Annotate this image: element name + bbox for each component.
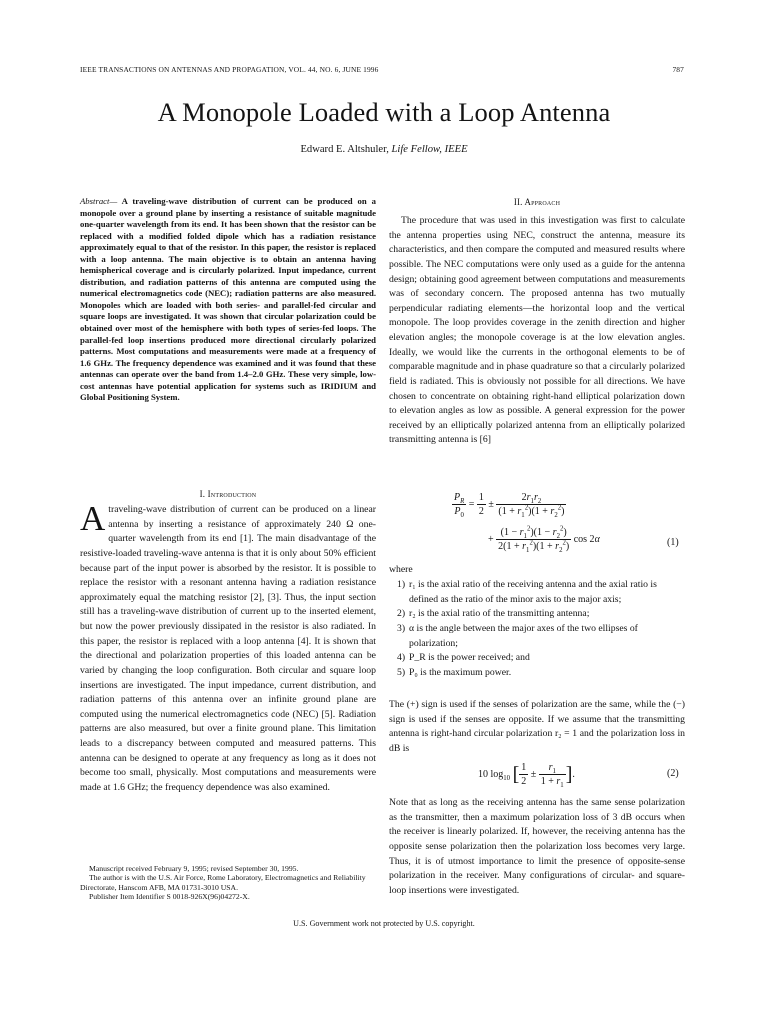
approach-body: The procedure that was used in this investigation was first to calculate the antenna properties using NEC, construct the antenna, measure its characteristics, and then compare the computed and measured results where possible. The NEC computations were only used as a guide for the antenna design; obtaining good agreement between computations and measurements was of secondary concern. The proposed antenna has two mutually perpendicular radiating elements—the horizontal loop and the vertical monopole. The loop provides coverage in the zenith direction and higher elevation angles; the monopole coverage is at the low elevation angles. Ideally, we would like the currents in the orthogonal elements to be of comparable magnitude and in phase quadrature so that a circularly polarized field is radiated. This is obviously not possible for all directions. We have chosen to concentrate on obtaining right-hand elliptical polarization down to elevation angles as low as possible. A general expression for the power received by an elliptically polarized antenna from an elliptically polarized transmitting antenna is [6] [389,215,685,446]
drop-cap: A [80,499,106,538]
equation-1-number: (1) [667,537,679,548]
introduction-text: traveling-wave distribution of current can be produced on a linear antenna by inserting a resistance of approximately 240 Ω one-quarter wavelength from its end [1]. The main disadvantage of the resistive-loaded traveling-wave antenna is that it is only about 50% efficient because part of the input power is absorbed by the resistor. It is possible to replace the resistor with a resonant antenna having a radiation resistance approximately equal the matching resistor [2], [3]. Thus, the input section still has a traveling-wave distribution of current up to the inserted element, but now the power previously dissipated in the resistor is also radiated. In this paper, the resistor is replaced with a loop antenna [4]. It is shown that the directional and polarization properties of this loaded antenna can be varied by changing the loop configuration. Both circular and square loop insertions are investigated. The input impedance, current distribution, and radiation patterns of this antenna over an infinite ground plane are computed using the numerical electromagnetics code (NEC) [5]. Radiation patterns are also measured, but over a finite ground plane. This limitation leads to a discrepancy between computed and measured patterns. This antenna can be designed to operate at any frequency as long as it does not become too small, physically. Most computations and measurements were made at 1.6 GHz; the frequency dependence was also examined. [80,504,376,793]
list-item: 1) r₁ is the axial ratio of the receiving antenna and the axial ratio is defined as the ratio of the minor axis to the major axis; [397,579,657,605]
closing-paragraph: Note that as long as the receiving antenna has the same sense polarization as the transmitter, then a maximum polarization loss of 3 dB occurs when the receiver is linearly polarized. If, however, the receiving antenna has the opposite sense polarization then the polarization loss becomes very large. Thus, it is of utmost importance to limit the presence of opposite-sense polarization in the receiver. Many configurations of circular- and square-loop insertions were investigated. [389,797,685,896]
equation-2: 10 $\log_{10}$ [ $\frac{1}{2}$ ± $\frac{r_1}{1 + r_1}$ ]. [478,762,575,789]
author-name: Edward E. Altshuler, [300,144,389,155]
abstract-text: A traveling-wave distribution of current can be produced on a monopole over a ground plane by inserting a resistance of suitable magnitude one-quarter wavelength from its end. It has been shown that the resistor can be replaced with a modified folded dipole which has a radiation resistance approximately equal to that of the resistor. In this paper, the resistor is replaced with a loop antenna. The main objective is to obtain an antenna having hemispherical coverage and is circularly polarized. Input impedance, current distribution, and radiation patterns of this antenna are computed using the numerical electromagnetics code (NEC); radiation patterns are also measured. Monopoles which are loaded with both series- and parallel-fed circular and square loops are investigated. It was shown that circular polarization could be obtained over most of the hemisphere with both types of series-fed loops. The parallel-fed loop insertions produced more directional circularly polarized patterns. Most computations and measurements were made at a frequency of 1.6 GHz. The frequency dependence was examined and it was found that these antennas can operate over the band from 1.4–2.0 GHz. These very simple, low-cost antennas have potential application for systems such as IRIDIUM and Global Positioning System. [80,196,376,403]
section-heading-introduction: I. Introduction [199,489,257,499]
introduction-body [80,499,376,796]
running-head [80,65,684,74]
footnote-affiliation: The author is with the U.S. Air Force, Rome Laboratory, Electromagnetics and Reliability Directorate, Hanscom AFB, MA 01731-3010 USA. [80,873,366,892]
abstract [80,196,376,404]
list-item: 3) α is the angle between the major axes of the two ellipses of polarization; [397,622,638,649]
list-item: 2) r₂ is the axial ratio of the transmitting antenna; [397,608,590,620]
equation-2-number: (2) [667,768,679,779]
footnote-received: Manuscript received February 9, 1995; revised September 30, 1995. [89,864,299,873]
copyright-note: U.S. Government work not protected by U.S. copyright. [293,919,475,928]
footnote-identifier: Publisher Item Identifier S 0018-926X(96)04272-X. [89,891,250,901]
paper-title: A Monopole Loaded with a Loop Antenna [157,97,611,127]
footnote [80,864,376,901]
section-heading-approach: II. Approach [513,197,561,207]
journal-citation: IEEE TRANSACTIONS ON ANTENNAS AND PROPAGATION, VOL. 44, NO. 6, JUNE 1996 [80,65,379,74]
equation-1-line-2: + $\frac{(1 - r_1^2)(1 - r_2^2)}{2(1 + r_1^2)(1 + r_2^2)}$ cos 2α [488,525,600,554]
abstract-lead: Abstract— [80,196,118,206]
sign-convention-paragraph: The (+) sign is used if the senses of polarization are the same, while the (−) sign is used if the senses are opposite. If we assume that the transmitting antenna is right-hand circular polarization r₂ = 1 and the polarization loss in dB is [389,699,685,754]
definition-list [389,578,685,680]
author-affiliation: Life Fellow, IEEE [391,144,468,155]
author-line [0,143,768,157]
where-label: where [389,564,413,575]
equation-1-line-1: $\frac{P_R}{P_0}$ = $\frac{1}{2}$ ± $\frac{2r_1r_2}{(1 + r_1^2)(1 + r_2^2)}$ [454,492,565,519]
page-number: 787 [672,65,684,74]
list-item: 5) P₀ is the maximum power. [397,666,512,678]
list-item: 4) P_R is the power received; and [397,652,530,664]
